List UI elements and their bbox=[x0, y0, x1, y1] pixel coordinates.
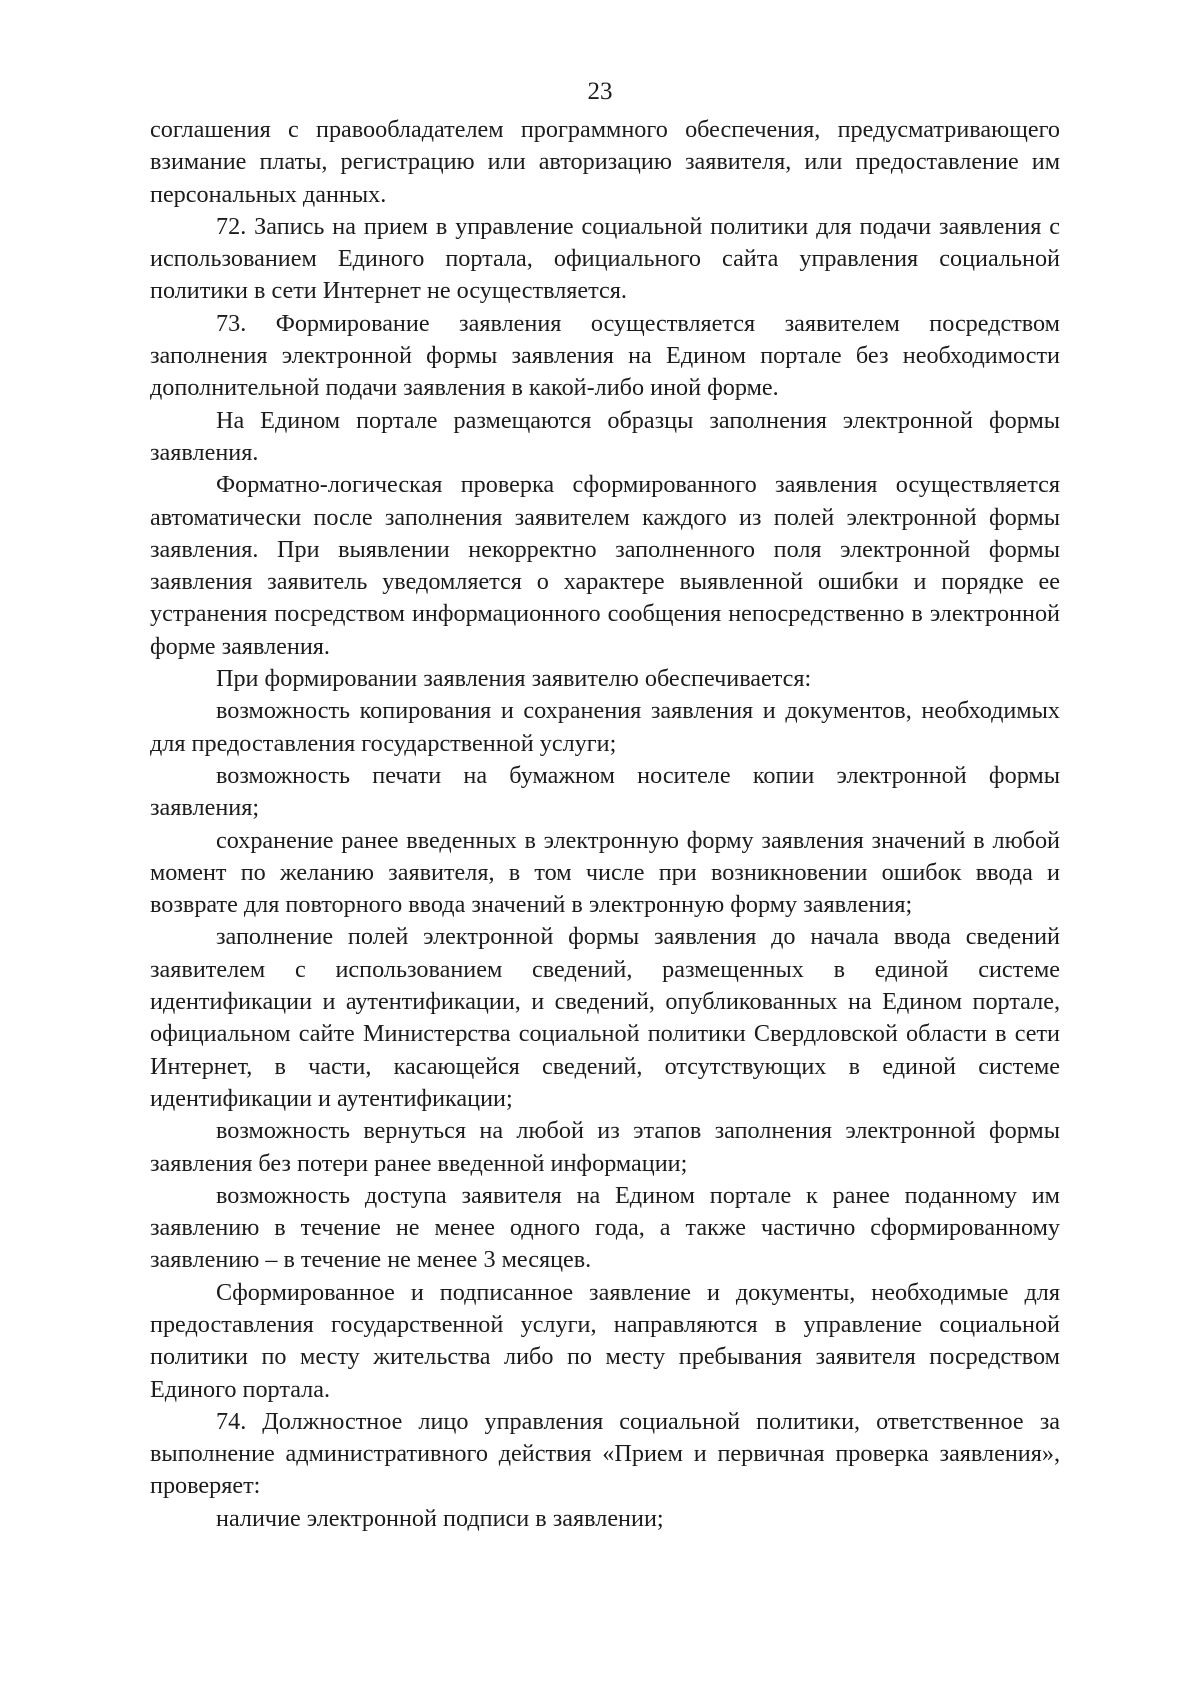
document-body bbox=[150, 114, 1060, 1535]
list-item-autofill: заполнение полей электронной формы заявления до начала ввода сведений заявителем с использованием сведений, размещенных в единой системе идентификации и аутентификации, и сведений, опубликованных на Едином портале, официальном сайте Министерства социальной политики Свердловской области в сети Интернет, в части, касающейся сведений, отсутствующих в единой системе идентификации и аутентификации; bbox=[150, 923, 1060, 1112]
paragraph-72: 72. Запись на прием в управление социальной политики для подачи заявления с использованием Единого портала, официального сайта управления социальной политики в сети Интернет не осуществляется. bbox=[150, 212, 1060, 305]
list-item-save-values: сохранение ранее введенных в электронную форму заявления значений в любой момент по желанию заявителя, в том числе при возникновении ошибок ввода и возврате для повторного ввода значений в электронную форму заявления; bbox=[150, 826, 1060, 919]
list-item-print: возможность печати на бумажном носителе копии электронной формы заявления; bbox=[150, 761, 1060, 822]
paragraph-format-check: Форматно-логическая проверка сформированного заявления осуществляется автоматически после заполнения заявителем каждого из полей электронной формы заявления. При выявлении некорректно заполненного поля электронной формы заявления заявитель уведомляется о характере выявленной ошибки и порядке ее устранения посредством информационного сообщения непосредственно в электронной форме заявления. bbox=[150, 471, 1060, 660]
paragraph-provided-list-intro: При формировании заявления заявителю обеспечивается: bbox=[216, 665, 812, 693]
list-item-copy-save: возможность копирования и сохранения заявления и документов, необходимых для предоставления государственной услуги; bbox=[150, 697, 1060, 757]
paragraph-73: 73. Формирование заявления осуществляется заявителем посредством заполнения электронной формы заявления на Едином портале без необходимости дополнительной подачи заявления в какой-либо иной форме. bbox=[150, 309, 1060, 402]
paragraph-74: 74. Должностное лицо управления социальной политики, ответственное за выполнение административного действия «Прием и первичная проверка заявления», проверяет: bbox=[150, 1407, 1060, 1500]
paragraph-samples: На Едином портале размещаются образцы заполнения электронной формы заявления. bbox=[150, 406, 1060, 466]
list-item-return-step: возможность вернуться на любой из этапов заполнения электронной формы заявления без потери ранее введенной информации; bbox=[150, 1117, 1060, 1177]
paragraph-submission: Сформированное и подписанное заявление и документы, необходимые для предоставления государственной услуги, направляются в управление социальной политики по месту жительства либо по месту пребывания заявителя посредством Единого портала. bbox=[150, 1278, 1060, 1403]
page-number: 23 bbox=[587, 78, 613, 105]
list-item-access: возможность доступа заявителя на Едином портале к ранее поданному им заявлению в течение не менее одного года, а также частично сформированному заявлению – в течение не менее 3 месяцев. bbox=[150, 1181, 1060, 1274]
list-item-signature: наличие электронной подписи в заявлении; bbox=[216, 1504, 664, 1532]
paragraph-continuation: соглашения с правообладателем программного обеспечения, предусматривающего взимание платы, регистрацию или авторизацию заявителя, или предоставление им персональных данных. bbox=[150, 116, 1060, 208]
